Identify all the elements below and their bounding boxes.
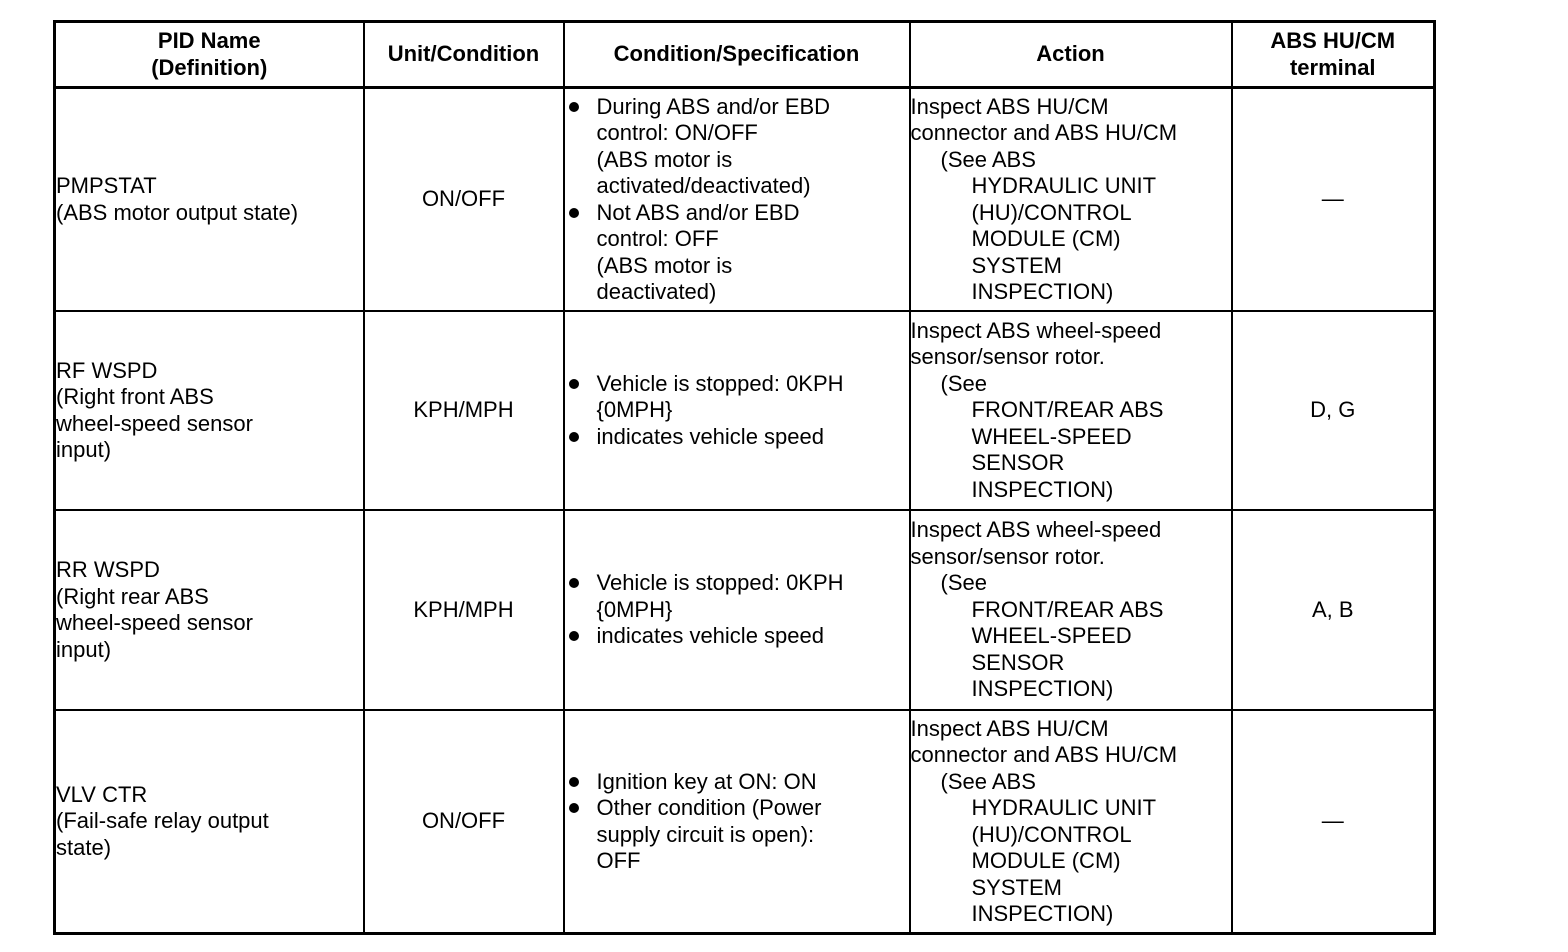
action-cell — [910, 510, 1232, 710]
header-terminal-line1: ABS HU/CM — [1270, 28, 1396, 53]
pid-definition: (Right front ABS wheel-speed sensor input) — [56, 384, 253, 462]
action-text-line2: sensor/sensor rotor. — [910, 344, 1105, 370]
pid-name: PMPSTAT — [56, 173, 157, 198]
header-unit: Unit/Condition — [364, 22, 564, 88]
pid-name: VLV CTR — [56, 781, 148, 807]
action-text-line1: Inspect ABS HU/CM — [910, 93, 1109, 119]
pid-cell — [55, 311, 364, 510]
pid-cell — [55, 710, 364, 934]
header-pid-name-label: PID Name — [157, 28, 261, 53]
pid-name: RR WSPD — [56, 557, 160, 582]
condition-cell — [564, 710, 910, 934]
action-cell — [910, 710, 1232, 934]
action-see: (See — [940, 370, 987, 396]
condition-item: During ABS and/or EBD control: ON/OFF (ABS motor is activated/deactivated) — [565, 94, 909, 200]
table-row — [55, 710, 1435, 934]
pid-definition: (Right rear ABS wheel-speed sensor input) — [56, 583, 253, 662]
action-text-line2: connector and ABS HU/CM — [910, 120, 1178, 145]
header-pid-definition-label: (Definition) — [151, 54, 268, 80]
condition-cell — [564, 510, 910, 710]
action-text-line1: Inspect ABS wheel-speed — [910, 317, 1162, 343]
terminal-cell: — — [1232, 88, 1435, 312]
pid-name: RF WSPD — [56, 357, 158, 383]
condition-list — [565, 94, 909, 306]
condition-cell — [564, 311, 910, 510]
action-text-line1: Inspect ABS wheel-speed — [910, 517, 1162, 543]
pid-cell — [55, 510, 364, 710]
unit-cell: KPH/MPH — [364, 510, 564, 710]
action-text-line1: Inspect ABS HU/CM — [910, 715, 1109, 741]
condition-item: Vehicle is stopped: 0KPH {0MPH} — [565, 570, 909, 623]
terminal-cell: D, G — [1232, 311, 1435, 510]
action-reference: HYDRAULIC UNIT (HU)/CONTROL MODULE (CM) SYSTEM INSPECTION) — [971, 795, 1157, 926]
condition-item: Not ABS and/or EBD control: OFF (ABS motor is deactivated) — [565, 200, 909, 306]
header-pid-name — [55, 22, 364, 88]
unit-cell: ON/OFF — [364, 710, 564, 934]
header-condition: Condition/Specification — [564, 22, 910, 88]
pid-definition: (ABS motor output state) — [56, 199, 299, 225]
header-terminal-line2: terminal — [1289, 54, 1376, 80]
action-see: (See ABS — [940, 146, 1036, 172]
table-row — [55, 510, 1435, 710]
action-cell — [910, 311, 1232, 510]
action-text-line2: sensor/sensor rotor. — [910, 543, 1105, 569]
action-text-line2: connector and ABS HU/CM — [910, 742, 1178, 767]
condition-list — [565, 570, 909, 650]
action-reference: FRONT/REAR ABS WHEEL-SPEED SENSOR INSPECTION) — [971, 397, 1164, 502]
terminal-cell: A, B — [1232, 510, 1435, 710]
unit-cell: KPH/MPH — [364, 311, 564, 510]
action-see: (See ABS — [940, 768, 1036, 794]
action-see: (See — [940, 570, 987, 596]
action-cell — [910, 88, 1232, 312]
table-row — [55, 88, 1435, 312]
pid-table — [53, 20, 1436, 935]
condition-item: Ignition key at ON: ON — [565, 769, 909, 796]
header-row — [55, 22, 1435, 88]
action-reference: FRONT/REAR ABS WHEEL-SPEED SENSOR INSPECTION) — [971, 596, 1164, 702]
header-action: Action — [910, 22, 1232, 88]
condition-list — [565, 769, 909, 875]
condition-cell — [564, 88, 910, 312]
unit-cell: ON/OFF — [364, 88, 564, 312]
condition-item: indicates vehicle speed — [565, 424, 909, 451]
condition-item: Vehicle is stopped: 0KPH {0MPH} — [565, 371, 909, 424]
condition-item: Other condition (Power supply circuit is open): OFF — [565, 795, 909, 875]
action-reference: HYDRAULIC UNIT (HU)/CONTROL MODULE (CM) SYSTEM INSPECTION) — [971, 173, 1157, 304]
condition-item: indicates vehicle speed — [565, 623, 909, 650]
terminal-cell: — — [1232, 710, 1435, 934]
pid-cell — [55, 88, 364, 312]
table-row — [55, 311, 1435, 510]
header-terminal — [1232, 22, 1435, 88]
pid-definition: (Fail-safe relay output state) — [56, 808, 269, 860]
condition-list — [565, 371, 909, 451]
